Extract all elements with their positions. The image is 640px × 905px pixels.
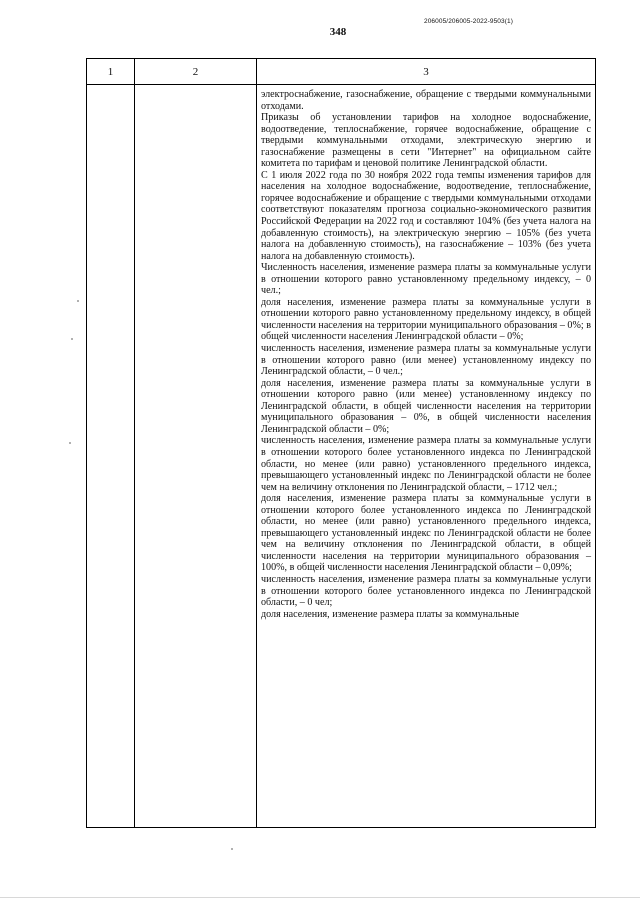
paragraph: доля населения, изменение размера платы за коммунальные услуги в отношении которого равно установленному предельному индексу, в общей численности населения на территории муниципального образования – 0%; в общей численности населения Ленинградской области – 0%;	[261, 296, 591, 343]
column-header-2: 2	[135, 59, 257, 85]
scan-edge	[0, 897, 640, 898]
table-row	[87, 85, 596, 828]
page-number: 348	[329, 26, 347, 38]
paragraph: численность населения, изменение размера платы за коммунальные услуги в отношении которого равно (или менее) установленному индексу по Ленинградской области, – 0 чел.;	[261, 343, 591, 378]
column-header-1: 1	[87, 59, 135, 85]
scan-speck	[77, 300, 79, 302]
paragraph: доля населения, изменение размера платы за коммунальные услуги в отношении которого более установленного индекса по Ленинградской области, но менее (или равно) установленного предельного индекса, превышающего установленный индекс по Ленинградской области не более чем на величину отклонения по Ленинградской области, в общей численности населения на территории муниципального образования – 100%, в общей численности населения Ленинградской области – 0,09%;	[261, 493, 591, 574]
empty-cell-2	[135, 85, 257, 828]
text-cell	[257, 85, 596, 828]
table-header-row	[87, 59, 596, 85]
paragraph: Приказы об установлении тарифов на холодное водоснабжение, водоотведение, теплоснабжение, горячее водоснабжение, обращение с твердыми коммунальными отходами, электрическую энергию и газоснабжение размещены в сети "Интернет" на официальном сайте комитета по тарифам и ценовой политике Ленинградской области.	[261, 112, 591, 170]
column-header-3: 3	[257, 59, 596, 85]
empty-cell-1	[87, 85, 135, 828]
text-body	[257, 85, 595, 620]
document-code: 206005/206005-2022-9503(1)	[424, 18, 513, 25]
paragraph: С 1 июля 2022 года по 30 ноября 2022 года темпы изменения тарифов для населения на холодное водоснабжение, водоотведение, теплоснабжение, горячее водоснабжение и обращение с твердыми коммунальными отходами соответствуют показателям прогноза социально-экономического развития Российской Федерации на 2022 год и составляют 104% (без учета налога на добавленную стоимость), на электрическую энергию – 105% (без учета налога на добавленную стоимость), на газоснабжение – 103% (без учета налога на добавленную стоимость).	[261, 169, 591, 262]
paragraph: доля населения, изменение размера платы за коммунальные услуги в отношении которого равно (или менее) установленному индексу по Ленинградской области, в общей численности населения на территории муниципального образования – 0%, в общей численности населения Ленинградской области – 0%;	[261, 377, 591, 435]
scan-speck	[69, 442, 71, 444]
paragraph: электроснабжение, газоснабжение, обращение с твердыми коммунальными отходами.	[261, 89, 591, 112]
paragraph: доля населения, изменение размера платы за коммунальные	[261, 608, 520, 620]
document-table	[86, 58, 596, 828]
paragraph: Численность населения, изменение размера платы за коммунальные услуги в отношении которого равно установленному предельному индексу, – 0 чел.;	[261, 262, 591, 297]
scan-speck	[231, 848, 233, 850]
scan-speck	[71, 338, 73, 340]
paragraph: численность населения, изменение размера платы за коммунальные услуги в отношении которого более установленного индекса по Ленинградской области, но менее (или равно) установленного предельного индекса, превышающего установленный индекс по Ленинградской области не более чем на величину отклонения по Ленинградской области, – 1712 чел.;	[261, 435, 591, 493]
paragraph: численность населения, изменение размера платы за коммунальные услуги в отношении которого более установленного индекса по Ленинградской области, – 0 чел;	[261, 573, 591, 609]
